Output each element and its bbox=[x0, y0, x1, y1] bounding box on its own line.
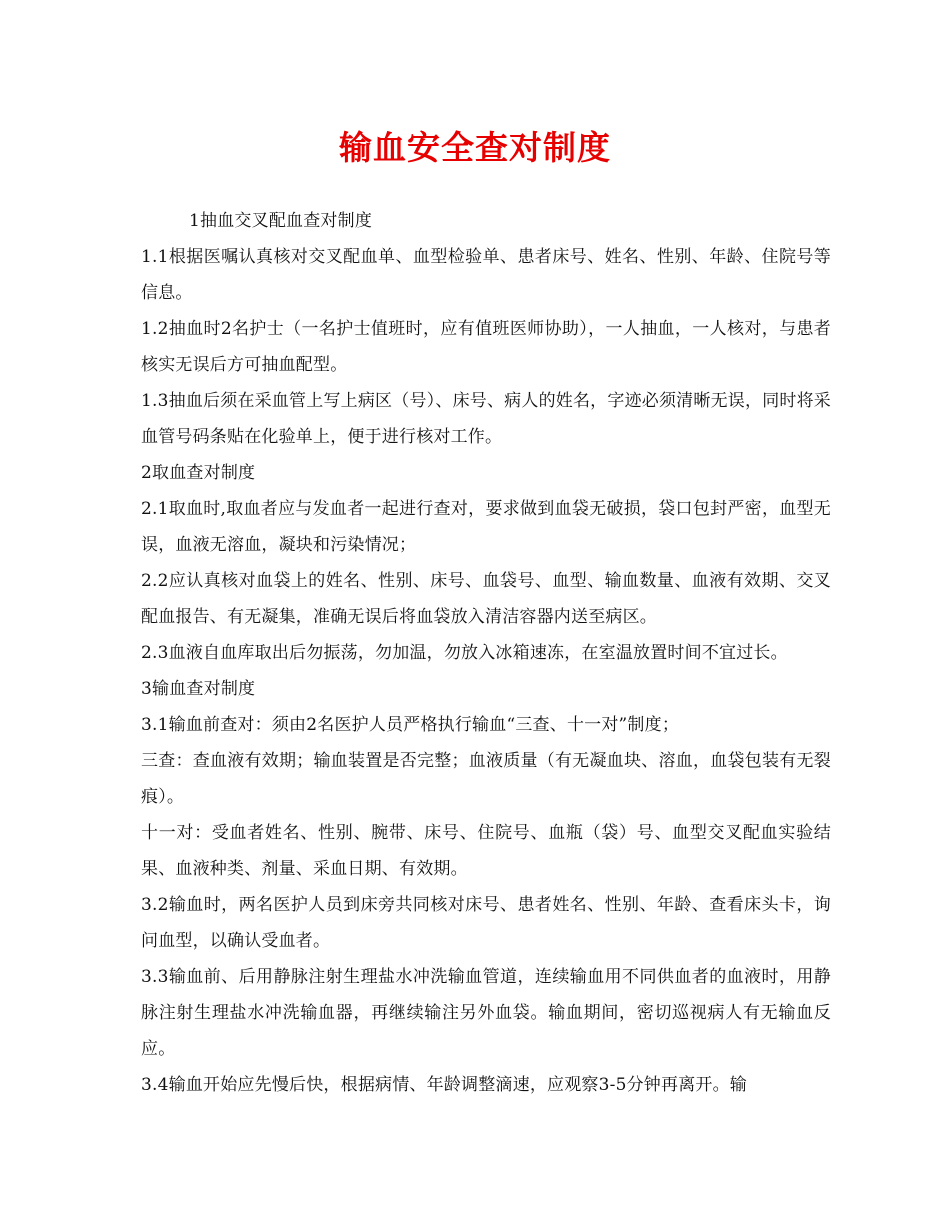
paragraph-eleven-checks: 十一对：受血者姓名、性别、腕带、床号、住院号、血瓶（袋）号、血型交叉配血实验结果、血液种类、剂量、采血日期、有效期。 bbox=[141, 823, 831, 879]
section-heading-3: 3输血查对制度 bbox=[141, 679, 256, 699]
document-title: 输血安全查对制度 bbox=[339, 128, 611, 167]
paragraph-3-3: 3.3输血前、后用静脉注射生理盐水冲洗输血管道，连续输血用不同供血者的血液时，用静脉注射生理盐水冲洗输血器，再继续输注另外血袋。输血期间，密切巡视病人有无输血反应。 bbox=[141, 967, 831, 1059]
section-heading-1: 1抽血交叉配血查对制度 bbox=[189, 211, 373, 231]
paragraph-3-1: 3.1输血前查对：须由2名医护人员严格执行输血“三查、十一对”制度； bbox=[141, 715, 680, 735]
paragraph-2-3: 2.3血液自血库取出后勿振荡，勿加温，勿放入冰箱速冻，在室温放置时间不宜过长。 bbox=[141, 643, 788, 663]
section-heading-2: 2取血查对制度 bbox=[141, 463, 256, 483]
paragraph-three-checks: 三查：查血液有效期；输血装置是否完整；血液质量（有无凝血块、溶血，血袋包装有无裂痕）。 bbox=[141, 751, 831, 807]
paragraph-1-2: 1.2抽血时2名护士（一名护士值班时，应有值班医师协助），一人抽血，一人核对，与患者核实无误后方可抽血配型。 bbox=[141, 319, 831, 375]
paragraph-3-4: 3.4输血开始应先慢后快，根据病情、年龄调整滴速，应观察3-5分钟再离开。输 bbox=[141, 1075, 748, 1095]
paragraph-2-1: 2.1取血时,取血者应与发血者一起进行查对，要求做到血袋无破损，袋口包封严密，血型无误，血液无溶血，凝块和污染情况； bbox=[141, 499, 831, 555]
paragraph-2-2: 2.2应认真核对血袋上的姓名、性别、床号、血袋号、血型、输血数量、血液有效期、交叉配血报告、有无凝集，准确无误后将血袋放入清洁容器内送至病区。 bbox=[141, 571, 831, 627]
paragraph-1-3: 1.3抽血后须在采血管上写上病区（号）、床号、病人的姓名，字迹必须清晰无误，同时将采血管号码条贴在化验单上，便于进行核对工作。 bbox=[141, 391, 831, 447]
document-body bbox=[141, 203, 831, 1103]
paragraph-3-2: 3.2输血时，两名医护人员到床旁共同核对床号、患者姓名、性别、年龄、查看床头卡，询问血型，以确认受血者。 bbox=[141, 895, 831, 951]
paragraph-1-1: 1.1根据医嘱认真核对交叉配血单、血型检验单、患者床号、姓名、性别、年龄、住院号等信息。 bbox=[141, 247, 831, 303]
